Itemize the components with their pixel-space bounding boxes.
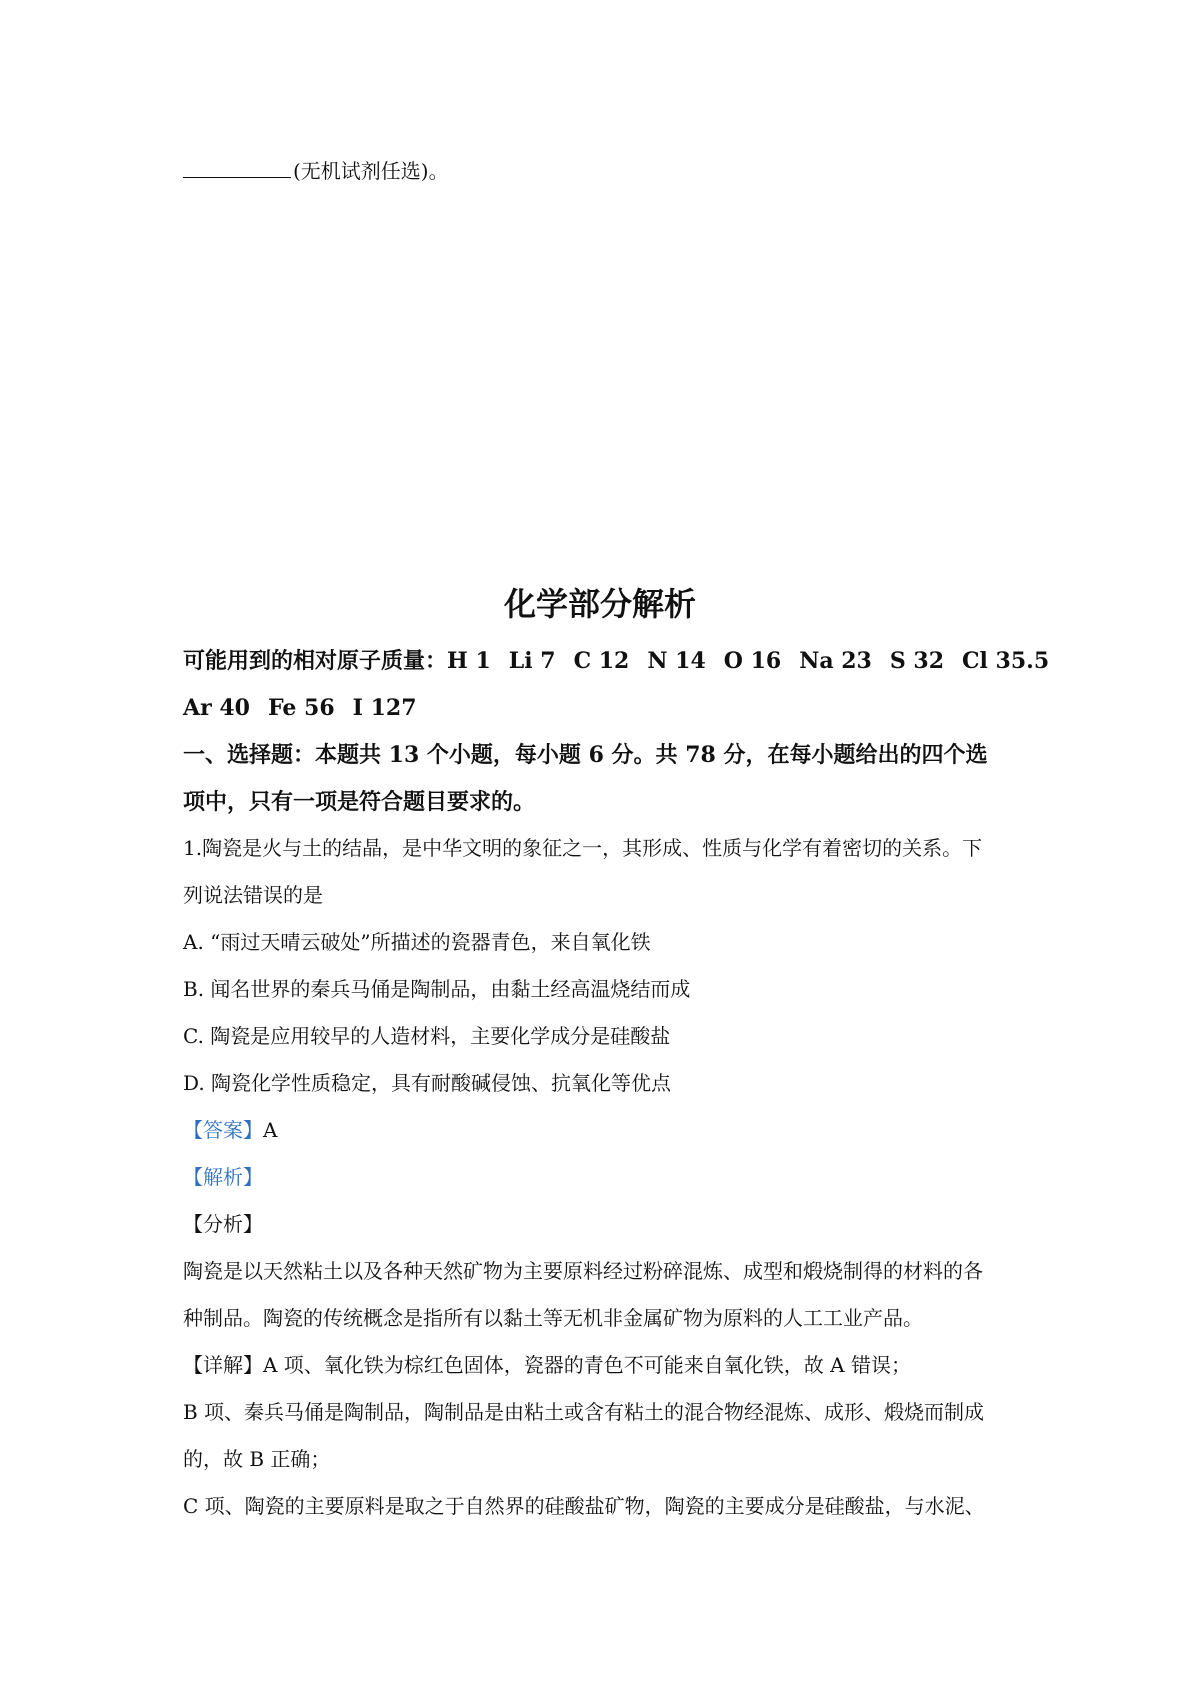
atomic-mass: Fe 56 — [267, 695, 335, 721]
section-heading-line-2: 项中，只有一项是符合题目要求的。 — [183, 789, 536, 815]
section-heading-line-1: 一、选择题：本题共 13 个小题，每小题 6 分。共 78 分，在每小题给出的四个选 — [183, 742, 988, 768]
fenxi-label: 【分析】 — [183, 1212, 263, 1236]
atomic-mass: Cl 35.5 — [962, 648, 1050, 674]
option-b: B. 闻名世界的秦兵马俑是陶制品，由黏土经高温烧结而成 — [183, 977, 691, 1001]
analysis-label: 【解析】 — [183, 1165, 263, 1189]
previous-question-tail: (无机试剂任选)。 — [183, 157, 1023, 185]
answer-label: 【答案】 — [183, 1118, 263, 1142]
fenxi-text-line-2: 种制品。陶瓷的传统概念是指所有以黏土等无机非金属矿物为原料的人工工业产品。 — [183, 1306, 923, 1330]
answer-value: A — [263, 1118, 278, 1142]
atomic-masses-label: 可能用到的相对原子质量： — [183, 648, 448, 674]
atomic-mass: O 16 — [723, 648, 782, 674]
option-a: A. “雨过天晴云破处”所描述的瓷器青色，来自氧化铁 — [183, 930, 651, 954]
option-c: C. 陶瓷是应用较早的人造材料，主要化学成分是硅酸盐 — [183, 1024, 671, 1048]
fenxi-text-line-1: 陶瓷是以天然粘土以及各种天然矿物为主要原料经过粉碎混炼、成型和煅烧制得的材料的各 — [183, 1259, 983, 1283]
detail-line-1: 【详解】A 项、氧化铁为棕红色固体，瓷器的青色不可能来自氧化铁，故 A 错误； — [183, 1353, 911, 1377]
atomic-masses-row-2 — [183, 693, 1023, 723]
detail-line-2: B 项、秦兵马俑是陶制品，陶制品是由粘土或含有粘土的混合物经混炼、成形、煅烧而制成 — [183, 1400, 985, 1424]
atomic-mass: Li 7 — [508, 648, 556, 674]
atomic-mass: H 1 — [447, 648, 491, 674]
atomic-mass: Na 23 — [799, 648, 872, 674]
answer-line — [183, 1116, 1023, 1144]
detail-line-3: 的，故 B 正确； — [183, 1447, 331, 1471]
atomic-mass: C 12 — [573, 648, 630, 674]
atomic-masses-row-1 — [183, 646, 1050, 676]
detail-line-4: C 项、陶瓷的主要原料是取之于自然界的硅酸盐矿物，陶瓷的主要成分是硅酸盐，与水泥、 — [183, 1494, 985, 1518]
atomic-mass: Ar 40 — [183, 695, 250, 721]
answer-blank — [183, 159, 291, 178]
atomic-mass: S 32 — [889, 648, 945, 674]
option-d: D. 陶瓷化学性质稳定，具有耐酸碱侵蚀、抗氧化等优点 — [183, 1071, 672, 1095]
page-title: 化学部分解析 — [503, 585, 696, 623]
question-stem-line-2: 列说法错误的是 — [183, 883, 323, 907]
atomic-mass: I 127 — [352, 695, 417, 721]
atomic-mass: N 14 — [647, 648, 706, 674]
question-stem-line-1: 1.陶瓷是火与土的结晶，是中华文明的象征之一，其形成、性质与化学有着密切的关系。下 — [183, 836, 983, 860]
